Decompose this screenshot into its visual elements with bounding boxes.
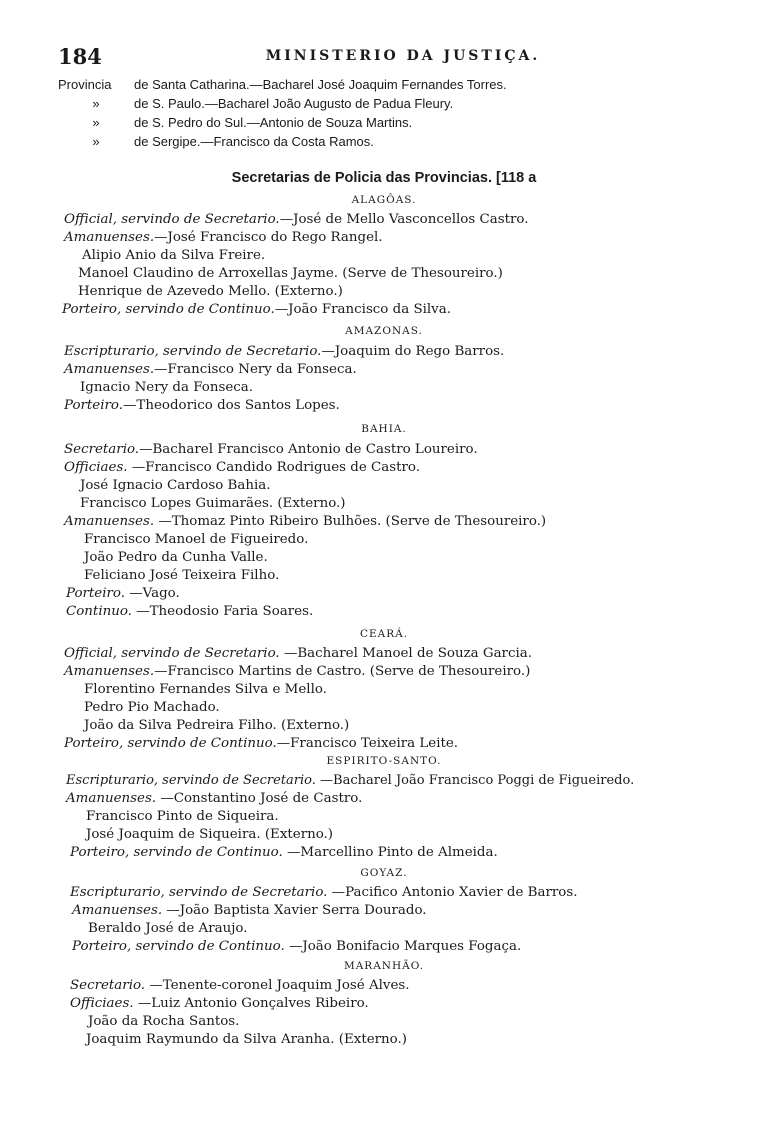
entry-line: Henrique de Azevedo Mello. (Externo.)	[78, 284, 343, 299]
entry-line: Porteiro, servindo de Continuo. —João Bonifacio Marques Fogaça.	[72, 939, 522, 954]
running-title: MINISTERIO DA JUSTIÇA.	[265, 48, 541, 64]
entry-line: Porteiro, servindo de Continuo.—Francisco Teixeira Leite.	[64, 736, 459, 751]
province-heading: ESPIRITO-SANTO.	[326, 755, 442, 767]
ditto-mark: »	[92, 134, 100, 149]
entry-line: Florentino Fernandes Silva e Mello.	[84, 682, 327, 697]
page-number: 184	[58, 44, 102, 69]
entry-line: Feliciano José Teixeira Filho.	[84, 568, 280, 583]
entry-line: João Pedro da Cunha Valle.	[84, 550, 268, 565]
entry-line: Official, servindo de Secretario. —Bacharel Manoel de Souza Garcia.	[64, 646, 532, 661]
entry-line: Beraldo José de Araujo.	[88, 921, 248, 936]
entry-line: Manoel Claudino de Arroxellas Jayme. (Serve de Thesoureiro.)	[78, 266, 503, 281]
province-heading: ALAGÔAS.	[351, 194, 417, 206]
entry-line: José Ignacio Cardoso Bahia.	[80, 478, 271, 493]
entry-line: João da Rocha Santos.	[88, 1014, 240, 1029]
province-heading: GOYAZ.	[360, 867, 408, 879]
entry-line: Secretario. —Tenente-coronel Joaquim José Alves.	[70, 978, 410, 993]
top-line-2: » de S. Paulo.—Bacharel João Augusto de Padua Fleury.	[58, 95, 453, 112]
entry-line: Officiaes. —Luiz Antonio Gonçalves Ribeiro.	[70, 996, 369, 1011]
entry-line: Ignacio Nery da Fonseca.	[80, 380, 254, 395]
page-header	[58, 44, 748, 70]
entry-line: Amanuenses.—José Francisco do Rego Rangel.	[64, 230, 383, 245]
entry-line: Officiaes. —Francisco Candido Rodrigues de Castro.	[64, 460, 420, 475]
entry-line: Amanuenses. —Thomaz Pinto Ribeiro Bulhões. (Serve de Thesoureiro.)	[64, 514, 547, 529]
entry-line: Francisco Pinto de Siqueira.	[86, 809, 279, 824]
entry-line: Amanuenses.—Francisco Martins de Castro. (Serve de Thesoureiro.)	[64, 664, 531, 679]
entry-line: Joaquim Raymundo da Silva Aranha. (Externo.)	[86, 1032, 407, 1047]
entry-line: Pedro Pio Machado.	[84, 700, 220, 715]
province-heading: AMAZONAS.	[345, 325, 423, 337]
province-heading: MARANHÃO.	[343, 960, 425, 972]
province-heading: CEARÁ.	[359, 628, 409, 640]
entry-line: Francisco Lopes Guimarães. (Externo.)	[80, 496, 346, 511]
entry-line: Official, servindo de Secretario.—José de Mello Vasconcellos Castro.	[64, 212, 529, 227]
entry-line: Porteiro. —Vago.	[66, 586, 180, 601]
entry-line: Secretario.—Bacharel Francisco Antonio de Castro Loureiro.	[64, 442, 478, 457]
entry-line: Continuo. —Theodosio Faria Soares.	[66, 604, 314, 619]
entry-line: Porteiro.—Theodorico dos Santos Lopes.	[64, 398, 340, 413]
entry-line: João da Silva Pedreira Filho. (Externo.)	[84, 718, 350, 733]
province-heading: BAHIA.	[361, 423, 407, 435]
entry-line: Amanuenses. —Constantino José de Castro.	[66, 791, 363, 806]
ditto-mark: »	[92, 115, 100, 130]
entry-line: Porteiro, servindo de Continuo. —Marcellino Pinto de Almeida.	[70, 845, 498, 860]
top-line-3: » de S. Pedro do Sul.—Antonio de Souza Martins.	[58, 114, 412, 131]
entry-line: Francisco Manoel de Figueiredo.	[84, 532, 309, 547]
entry-line: Escripturario, servindo de Secretario. —Bacharel João Francisco Poggi de Figueiredo.	[66, 773, 635, 788]
entry-line: Amanuenses. —João Baptista Xavier Serra Dourado.	[72, 903, 427, 918]
top-line-4: » de Sergipe.—Francisco da Costa Ramos.	[58, 133, 374, 150]
top-line-1: Provincia de Santa Catharina.—Bacharel José Joaquim Fernandes Torres.	[58, 77, 507, 92]
entry-line: Escripturario, servindo de Secretario. —Pacifico Antonio Xavier de Barros.	[70, 885, 578, 900]
provincia-label: Provincia	[58, 77, 112, 92]
section-title: Secretarias de Policia das Provincias. [118 a	[231, 170, 537, 186]
entry-line: Escripturario, servindo de Secretario.—Joaquim do Rego Barros.	[64, 344, 505, 359]
entry-line: Amanuenses.—Francisco Nery da Fonseca.	[64, 362, 357, 377]
entry-line: José Joaquim de Siqueira. (Externo.)	[86, 827, 334, 842]
entry-line: Alipio Anio da Silva Freire.	[82, 248, 266, 263]
entry-line: Porteiro, servindo de Continuo.—João Francisco da Silva.	[62, 302, 451, 317]
ditto-mark: »	[92, 96, 100, 111]
